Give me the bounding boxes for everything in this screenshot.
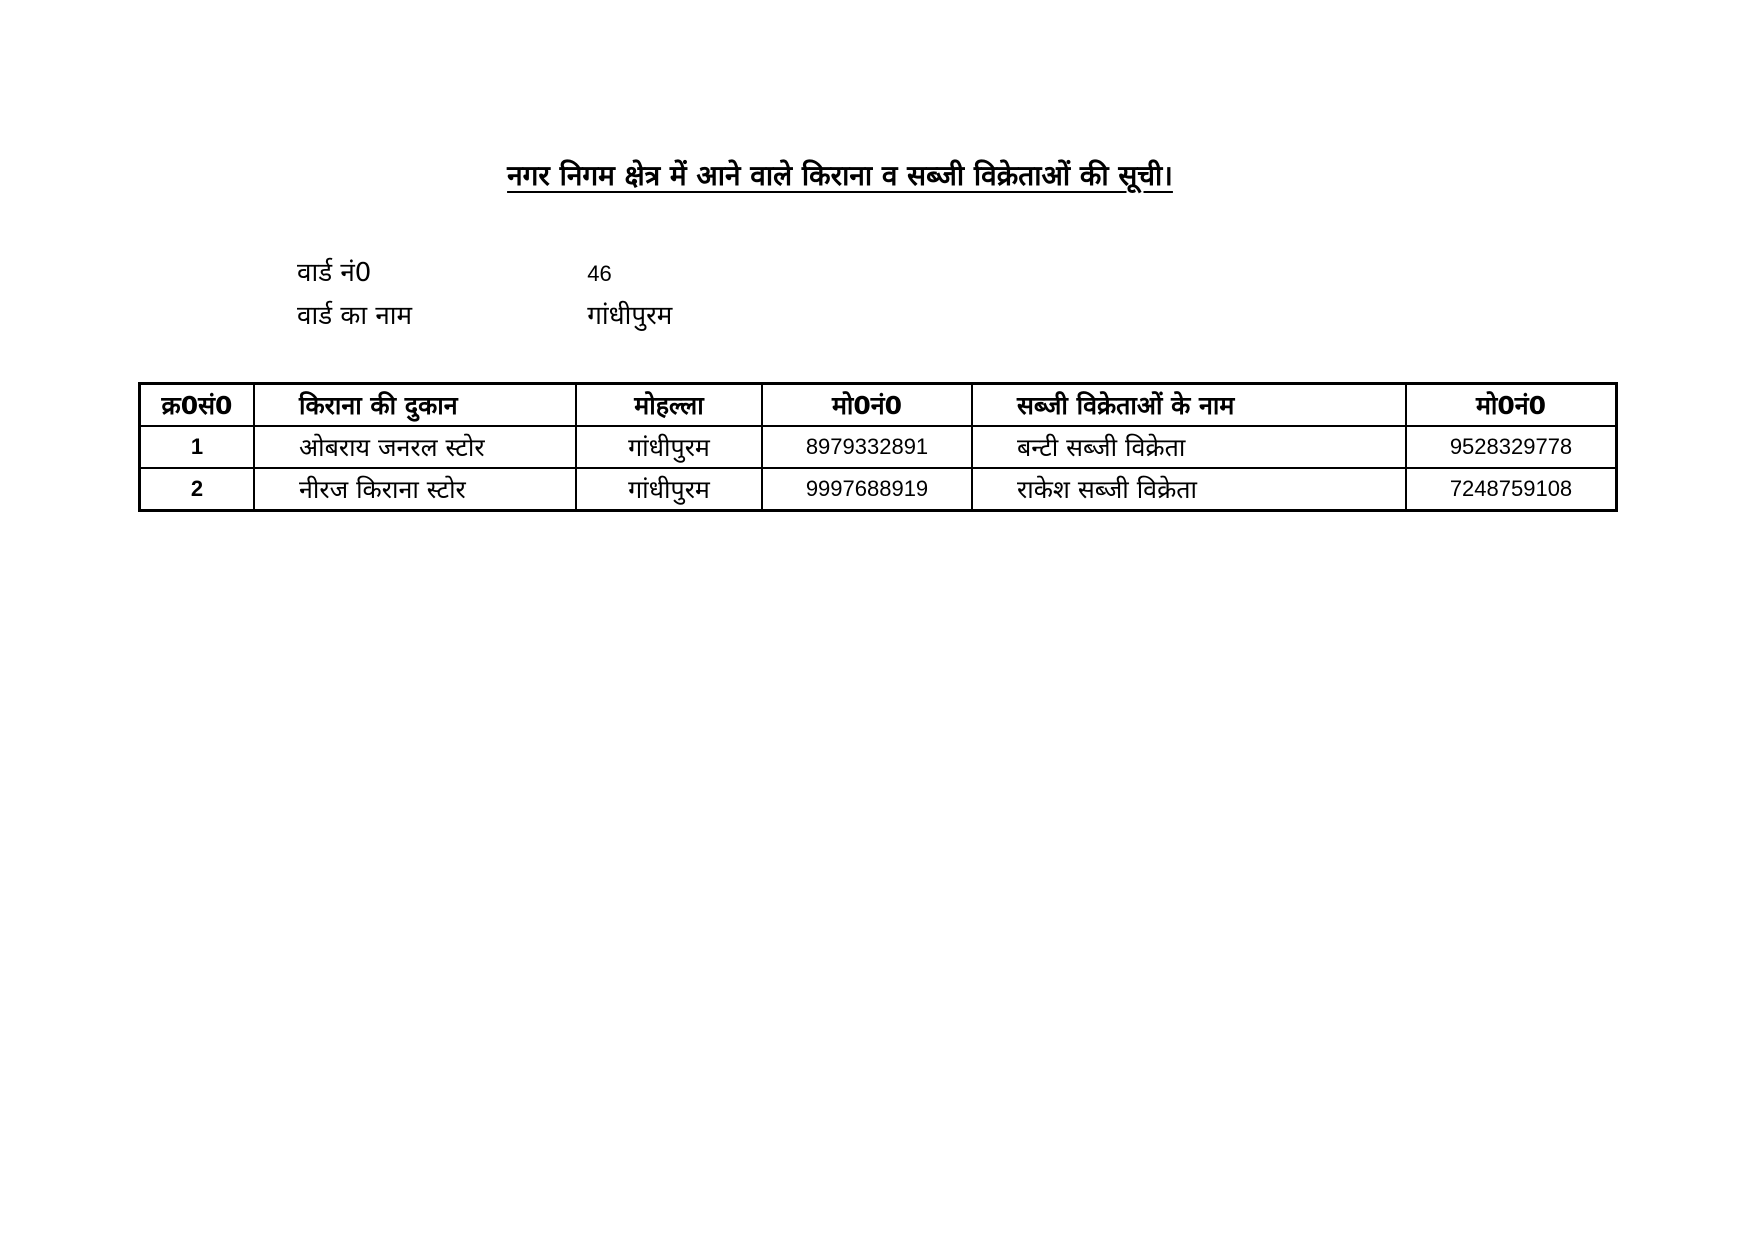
header-mohalla: मोहल्ला [576,384,762,427]
header-shop-mobile: मो0नं0 [762,384,972,427]
header-grocery-shop: किराना की दुकान [254,384,576,427]
table-header-row [140,384,1617,427]
cell-shop-mobile: 8979332891 [762,426,972,468]
header-vegetable-vendor: सब्जी विक्रेताओं के नाम [972,384,1406,427]
header-serial-number: क्र0सं0 [140,384,255,427]
ward-number-row [297,253,612,289]
cell-mohalla: गांधीपुरम [576,426,762,468]
cell-grocery-shop: ओबराय जनरल स्टोर [254,426,576,468]
cell-mohalla: गांधीपुरम [576,468,762,511]
cell-vendor-mobile: 7248759108 [1406,468,1617,511]
page-title: नगर निगम क्षेत्र में आने वाले किराना व सब्जी विक्रेताओं की सूची। [507,159,1173,192]
ward-number-label: वार्ड नं0 [297,258,372,288]
cell-vegetable-vendor: बन्टी सब्जी विक्रेता [972,426,1406,468]
cell-vendor-mobile: 9528329778 [1406,426,1617,468]
ward-name-label: वार्ड का नाम [297,301,413,331]
table-row [140,426,1617,468]
cell-shop-mobile: 9997688919 [762,468,972,511]
table-row [140,468,1617,511]
vendor-list-table [138,382,1618,512]
header-vendor-mobile: मो0नं0 [1406,384,1617,427]
cell-grocery-shop: नीरज किराना स्टोर [254,468,576,511]
cell-serial-number: 2 [140,468,255,511]
cell-serial-number: 1 [140,426,255,468]
ward-number-value: 46 [587,261,612,286]
ward-name-row [297,296,672,332]
ward-name-value: गांधीपुरम [587,301,673,331]
cell-vegetable-vendor: राकेश सब्जी विक्रेता [972,468,1406,511]
